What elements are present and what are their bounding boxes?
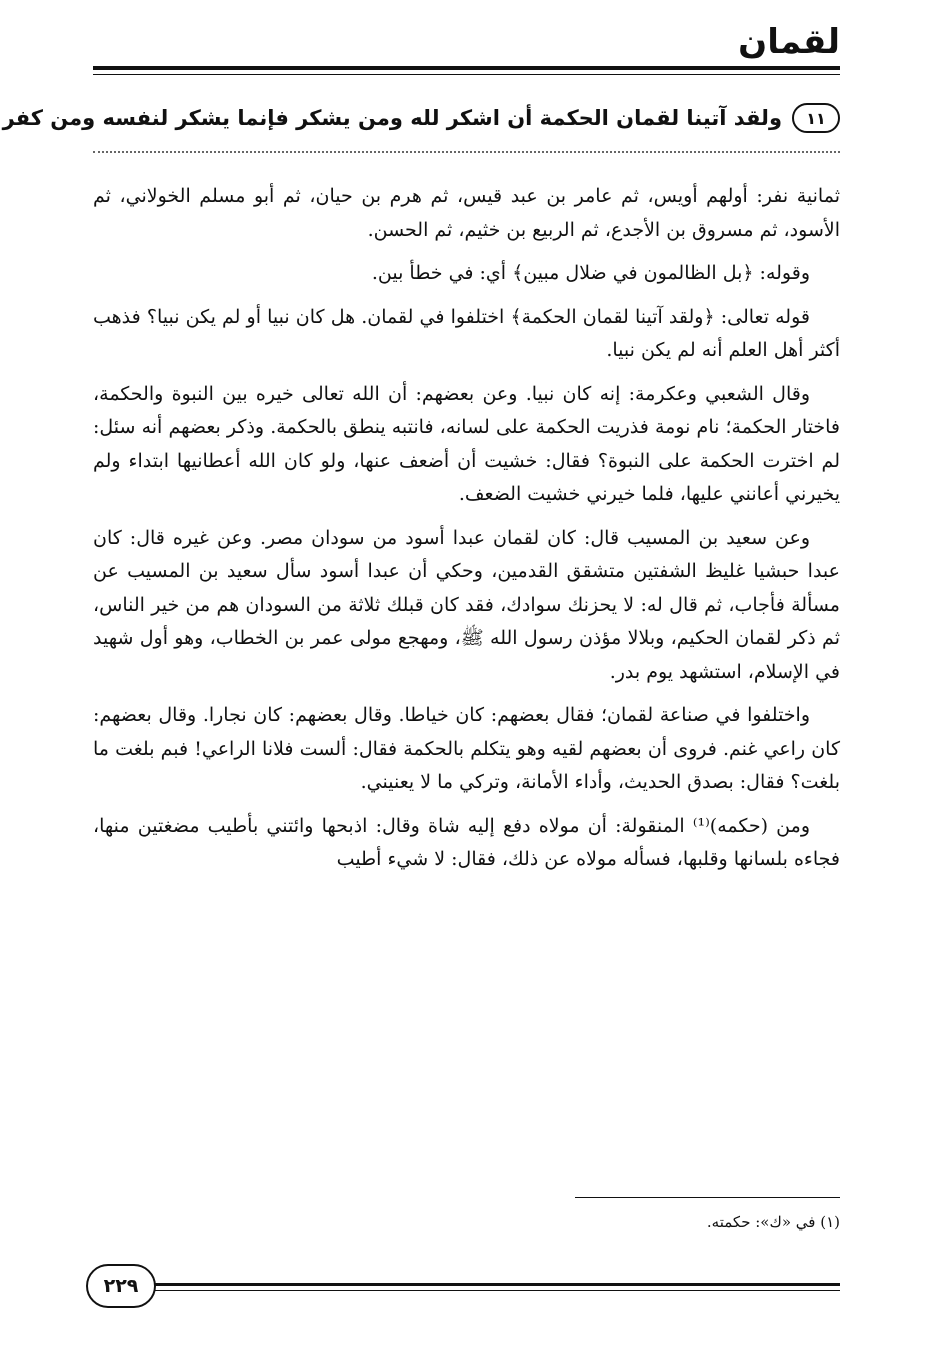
paragraph: ومن (حكمه)⁽¹⁾ المنقولة: أن مولاه دفع إليه شاة وقال: اذبحها وائتني بأطيب مضغتين منها، فجاءه بلسانها وقلبها، فسأله مولاه عن ذلك، فقال: لا شيء أطيب (93, 814, 840, 870)
footnote: (١) في «ك»: حكمته. (706, 1213, 840, 1231)
paragraph: واختلفوا في صناعة لقمان؛ فقال بعضهم: كان خياطا. وقال بعضهم: كان نجارا. وقال بعضهم: كان راعي غنم. فروى أن بعضهم لقيه وهو يتكلم بالحكمة فقال: ألست فلانا الراعي! فبم بلغت ما بلغت؟ فقال: بصدق الحديث، وأداء الأمانة، وتركي ما لا يعنيني. (93, 704, 840, 793)
footnote-rule (575, 1197, 840, 1198)
page-number-badge: ٢٢٩ (86, 1264, 156, 1308)
paragraph: ثمانية نفر: أولهم أويس، ثم عامر بن عبد قيس، ثم هرم بن حيان، ثم أبو مسلم الخولاني، ثم الأسود، ثم مسروق بن الأجدع، ثم الربيع بن خثيم، ثم الحسن. (93, 185, 840, 241)
verse-number-badge: ١١ (792, 103, 840, 133)
header-rule-thick (93, 66, 840, 70)
paragraph: وعن سعيد بن المسيب قال: كان لقمان عبدا أسود من سودان مصر. وعن غيره قال: كان عبدا حبشيا غليظ الشفتين متشقق القدمين، وحكي أن عبدا أسود سأل سعيد بن المسيب عن مسألة فأجاب، ثم قال له: لا يحزنك سوادك، فقد كان قبلك ثلاثة من السودان هم من خير الناس، ثم ذكر لقمان الحكيم، وبلالا مؤذن رسول الله ﷺ، ومهجع مولى عمر بن الخطاب، وهو أول شهيد في الإسلام، استشهد يوم بدر. (93, 526, 840, 683)
footer-rule-thick (150, 1283, 840, 1286)
verse-text: ولقد آتينا لقمان الحكمة أن اشكر لله ومن يشكر فإنما يشكر لنفسه ومن كفر (2, 106, 782, 130)
paragraph: قوله تعالى: ﴿ولقد آتينا لقمان الحكمة﴾ اختلفوا في لقمان. هل كان نبيا أو لم يكن نبيا؟ فذهب أكثر أهل العلم أنه لم يكن نبيا. (93, 305, 840, 361)
paragraph: وقوله: ﴿بل الظالمون في ضلال مبين﴾ أي: في خطأ بين. (371, 262, 810, 284)
header-rule-thin (93, 74, 840, 75)
verse-separator (93, 151, 840, 153)
commentary-body (93, 180, 840, 877)
verse-line (2, 96, 840, 140)
page-header-title: لقمان (738, 22, 840, 62)
footer-rule-thin (150, 1290, 840, 1291)
paragraph: وقال الشعبي وعكرمة: إنه كان نبيا. وعن بعضهم: أن الله تعالى خيره بين النبوة والحكمة، فاختار الحكمة؛ نام نومة فذريت الحكمة على لسانه، فانتبه ينطق بالحكمة. وذكر بعضهم أنه سئل: لم اخترت الحكمة على النبوة؟ فقال: خشيت أن أضعف عنها، ولو كان الله أعطانيها ابتداء ولم يخيرني أعانني عليها، فلما خيرني خشيت الضعف. (93, 382, 840, 505)
